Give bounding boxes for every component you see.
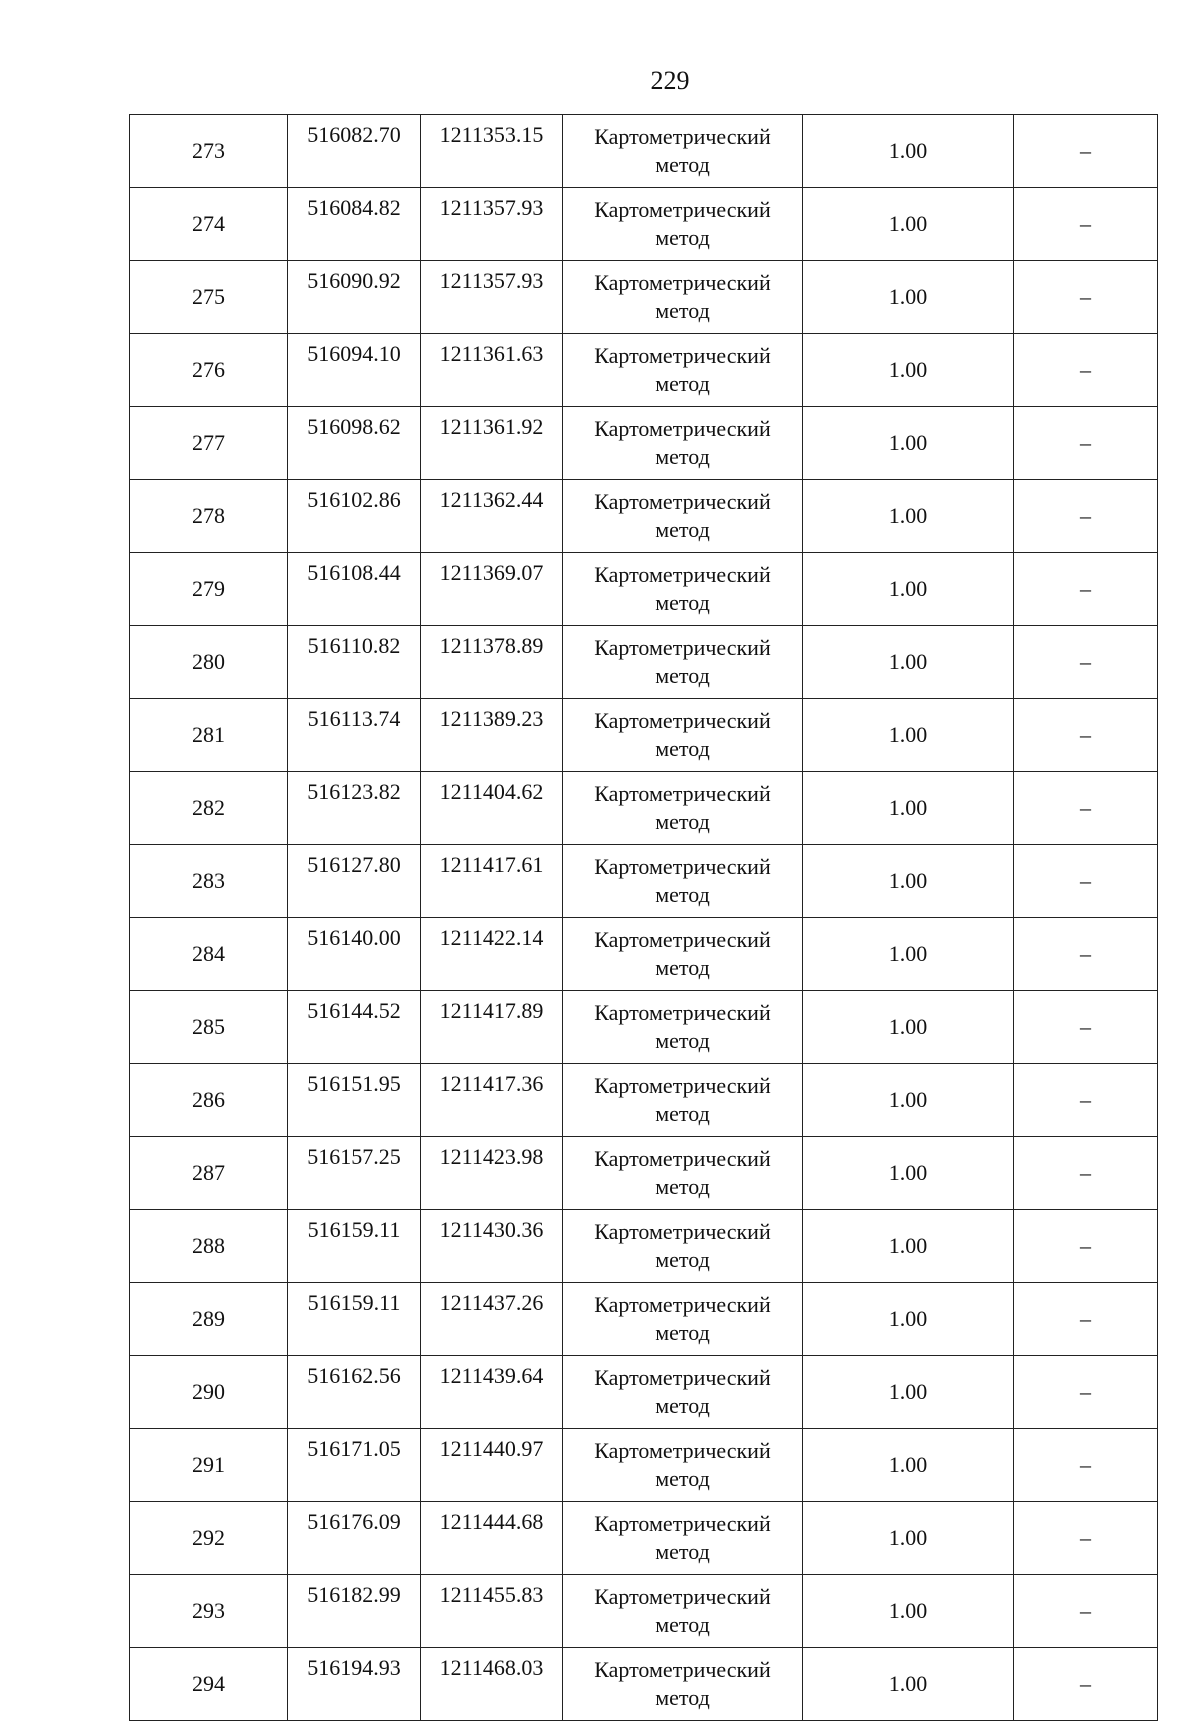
y-coordinate-cell: 1211444.68 xyxy=(421,1502,563,1575)
method-line-1: Картометрический xyxy=(594,1219,771,1244)
x-coordinate-cell: 516176.09 xyxy=(288,1502,421,1575)
table-row xyxy=(130,1064,1158,1137)
y-coordinate-cell: 1211389.23 xyxy=(421,699,563,772)
method-line-2: метод xyxy=(655,1466,710,1491)
table-row xyxy=(130,845,1158,918)
method-line-2: метод xyxy=(655,590,710,615)
method-line-1: Картометрический xyxy=(594,635,771,660)
x-coordinate-cell: 516162.56 xyxy=(288,1356,421,1429)
table-row xyxy=(130,1283,1158,1356)
method-cell xyxy=(563,699,803,772)
note-cell: – xyxy=(1014,188,1158,261)
x-coordinate-cell: 516113.74 xyxy=(288,699,421,772)
y-coordinate-cell: 1211430.36 xyxy=(421,1210,563,1283)
y-coordinate-cell: 1211362.44 xyxy=(421,480,563,553)
x-coordinate-cell: 516082.70 xyxy=(288,115,421,188)
y-coordinate-cell: 1211422.14 xyxy=(421,918,563,991)
accuracy-cell: 1.00 xyxy=(803,1648,1014,1721)
note-cell: – xyxy=(1014,918,1158,991)
table-row xyxy=(130,918,1158,991)
accuracy-cell: 1.00 xyxy=(803,845,1014,918)
method-line-2: метод xyxy=(655,1612,710,1637)
accuracy-cell: 1.00 xyxy=(803,772,1014,845)
method-line-2: метод xyxy=(655,1393,710,1418)
table-row xyxy=(130,1356,1158,1429)
x-coordinate-cell: 516182.99 xyxy=(288,1575,421,1648)
table-row xyxy=(130,1575,1158,1648)
method-line-1: Картометрический xyxy=(594,1292,771,1317)
table-row xyxy=(130,626,1158,699)
table-row xyxy=(130,407,1158,480)
point-number-cell: 282 xyxy=(130,772,288,845)
note-cell: – xyxy=(1014,1283,1158,1356)
note-cell: – xyxy=(1014,626,1158,699)
point-number-cell: 286 xyxy=(130,1064,288,1137)
method-line-2: метод xyxy=(655,444,710,469)
point-number-cell: 290 xyxy=(130,1356,288,1429)
method-cell xyxy=(563,1648,803,1721)
x-coordinate-cell: 516151.95 xyxy=(288,1064,421,1137)
y-coordinate-cell: 1211369.07 xyxy=(421,553,563,626)
method-line-2: метод xyxy=(655,517,710,542)
method-cell xyxy=(563,918,803,991)
method-cell xyxy=(563,407,803,480)
method-cell xyxy=(563,1210,803,1283)
method-cell xyxy=(563,1575,803,1648)
x-coordinate-cell: 516110.82 xyxy=(288,626,421,699)
method-line-2: метод xyxy=(655,882,710,907)
y-coordinate-cell: 1211357.93 xyxy=(421,188,563,261)
point-number-cell: 275 xyxy=(130,261,288,334)
method-cell xyxy=(563,188,803,261)
table-row xyxy=(130,188,1158,261)
note-cell: – xyxy=(1014,1429,1158,1502)
y-coordinate-cell: 1211417.36 xyxy=(421,1064,563,1137)
method-line-1: Картометрический xyxy=(594,1000,771,1025)
method-line-2: метод xyxy=(655,809,710,834)
method-line-2: метод xyxy=(655,1320,710,1345)
note-cell: – xyxy=(1014,1137,1158,1210)
x-coordinate-cell: 516090.92 xyxy=(288,261,421,334)
accuracy-cell: 1.00 xyxy=(803,188,1014,261)
accuracy-cell: 1.00 xyxy=(803,1283,1014,1356)
table-row xyxy=(130,115,1158,188)
accuracy-cell: 1.00 xyxy=(803,553,1014,626)
table-row xyxy=(130,480,1158,553)
x-coordinate-cell: 516084.82 xyxy=(288,188,421,261)
method-cell xyxy=(563,991,803,1064)
method-line-1: Картометрический xyxy=(594,1584,771,1609)
x-coordinate-cell: 516194.93 xyxy=(288,1648,421,1721)
y-coordinate-cell: 1211357.93 xyxy=(421,261,563,334)
x-coordinate-cell: 516159.11 xyxy=(288,1283,421,1356)
y-coordinate-cell: 1211404.62 xyxy=(421,772,563,845)
point-number-cell: 276 xyxy=(130,334,288,407)
note-cell: – xyxy=(1014,115,1158,188)
table-row xyxy=(130,1502,1158,1575)
accuracy-cell: 1.00 xyxy=(803,1356,1014,1429)
method-line-2: метод xyxy=(655,1539,710,1564)
method-line-2: метод xyxy=(655,152,710,177)
note-cell: – xyxy=(1014,553,1158,626)
method-cell xyxy=(563,626,803,699)
accuracy-cell: 1.00 xyxy=(803,1137,1014,1210)
accuracy-cell: 1.00 xyxy=(803,991,1014,1064)
note-cell: – xyxy=(1014,407,1158,480)
point-number-cell: 280 xyxy=(130,626,288,699)
x-coordinate-cell: 516144.52 xyxy=(288,991,421,1064)
method-line-1: Картометрический xyxy=(594,270,771,295)
method-line-1: Картометрический xyxy=(594,343,771,368)
point-number-cell: 283 xyxy=(130,845,288,918)
method-line-1: Картометрический xyxy=(594,124,771,149)
method-cell xyxy=(563,1429,803,1502)
table-row xyxy=(130,991,1158,1064)
note-cell: – xyxy=(1014,1356,1158,1429)
point-number-cell: 273 xyxy=(130,115,288,188)
x-coordinate-cell: 516140.00 xyxy=(288,918,421,991)
coordinates-table xyxy=(129,114,1158,1721)
method-line-2: метод xyxy=(655,1174,710,1199)
x-coordinate-cell: 516102.86 xyxy=(288,480,421,553)
method-cell xyxy=(563,1137,803,1210)
method-line-2: метод xyxy=(655,225,710,250)
method-cell xyxy=(563,845,803,918)
x-coordinate-cell: 516098.62 xyxy=(288,407,421,480)
point-number-cell: 274 xyxy=(130,188,288,261)
point-number-cell: 292 xyxy=(130,1502,288,1575)
method-line-1: Картометрический xyxy=(594,927,771,952)
accuracy-cell: 1.00 xyxy=(803,1429,1014,1502)
table-row xyxy=(130,553,1158,626)
point-number-cell: 284 xyxy=(130,918,288,991)
table-row xyxy=(130,1429,1158,1502)
method-cell xyxy=(563,1064,803,1137)
method-cell xyxy=(563,1502,803,1575)
x-coordinate-cell: 516123.82 xyxy=(288,772,421,845)
y-coordinate-cell: 1211417.89 xyxy=(421,991,563,1064)
method-line-2: метод xyxy=(655,1101,710,1126)
y-coordinate-cell: 1211439.64 xyxy=(421,1356,563,1429)
method-cell xyxy=(563,261,803,334)
note-cell: – xyxy=(1014,845,1158,918)
table-row xyxy=(130,1210,1158,1283)
point-number-cell: 289 xyxy=(130,1283,288,1356)
method-cell xyxy=(563,1356,803,1429)
point-number-cell: 285 xyxy=(130,991,288,1064)
method-line-1: Картометрический xyxy=(594,1365,771,1390)
table-body xyxy=(130,115,1158,1721)
method-line-2: метод xyxy=(655,1247,710,1272)
method-line-1: Картометрический xyxy=(594,1438,771,1463)
y-coordinate-cell: 1211353.15 xyxy=(421,115,563,188)
table-row xyxy=(130,334,1158,407)
accuracy-cell: 1.00 xyxy=(803,407,1014,480)
method-line-1: Картометрический xyxy=(594,854,771,879)
accuracy-cell: 1.00 xyxy=(803,1575,1014,1648)
point-number-cell: 293 xyxy=(130,1575,288,1648)
point-number-cell: 277 xyxy=(130,407,288,480)
y-coordinate-cell: 1211468.03 xyxy=(421,1648,563,1721)
x-coordinate-cell: 516108.44 xyxy=(288,553,421,626)
y-coordinate-cell: 1211417.61 xyxy=(421,845,563,918)
x-coordinate-cell: 516127.80 xyxy=(288,845,421,918)
method-cell xyxy=(563,115,803,188)
accuracy-cell: 1.00 xyxy=(803,1502,1014,1575)
method-line-1: Картометрический xyxy=(594,708,771,733)
accuracy-cell: 1.00 xyxy=(803,626,1014,699)
page-number: 229 xyxy=(650,66,690,95)
method-line-2: метод xyxy=(655,371,710,396)
method-line-2: метод xyxy=(655,663,710,688)
point-number-cell: 281 xyxy=(130,699,288,772)
point-number-cell: 288 xyxy=(130,1210,288,1283)
note-cell: – xyxy=(1014,772,1158,845)
point-number-cell: 279 xyxy=(130,553,288,626)
note-cell: – xyxy=(1014,261,1158,334)
method-line-1: Картометрический xyxy=(594,489,771,514)
method-cell xyxy=(563,480,803,553)
method-line-1: Картометрический xyxy=(594,416,771,441)
method-line-1: Картометрический xyxy=(594,197,771,222)
method-line-2: метод xyxy=(655,1685,710,1710)
table-row xyxy=(130,699,1158,772)
x-coordinate-cell: 516094.10 xyxy=(288,334,421,407)
method-line-2: метод xyxy=(655,955,710,980)
accuracy-cell: 1.00 xyxy=(803,115,1014,188)
note-cell: – xyxy=(1014,1502,1158,1575)
accuracy-cell: 1.00 xyxy=(803,261,1014,334)
method-line-1: Картометрический xyxy=(594,1146,771,1171)
point-number-cell: 287 xyxy=(130,1137,288,1210)
method-line-2: метод xyxy=(655,298,710,323)
table-row xyxy=(130,1137,1158,1210)
method-line-1: Картометрический xyxy=(594,562,771,587)
y-coordinate-cell: 1211437.26 xyxy=(421,1283,563,1356)
note-cell: – xyxy=(1014,1210,1158,1283)
table-row xyxy=(130,1648,1158,1721)
note-cell: – xyxy=(1014,1064,1158,1137)
method-line-2: метод xyxy=(655,736,710,761)
point-number-cell: 278 xyxy=(130,480,288,553)
y-coordinate-cell: 1211440.97 xyxy=(421,1429,563,1502)
method-cell xyxy=(563,1283,803,1356)
method-cell xyxy=(563,772,803,845)
accuracy-cell: 1.00 xyxy=(803,334,1014,407)
method-line-1: Картометрический xyxy=(594,1657,771,1682)
table-row xyxy=(130,261,1158,334)
note-cell: – xyxy=(1014,1575,1158,1648)
x-coordinate-cell: 516157.25 xyxy=(288,1137,421,1210)
method-cell xyxy=(563,553,803,626)
accuracy-cell: 1.00 xyxy=(803,1210,1014,1283)
point-number-cell: 294 xyxy=(130,1648,288,1721)
note-cell: – xyxy=(1014,480,1158,553)
x-coordinate-cell: 516171.05 xyxy=(288,1429,421,1502)
accuracy-cell: 1.00 xyxy=(803,918,1014,991)
y-coordinate-cell: 1211361.92 xyxy=(421,407,563,480)
y-coordinate-cell: 1211455.83 xyxy=(421,1575,563,1648)
y-coordinate-cell: 1211423.98 xyxy=(421,1137,563,1210)
coordinates-table-wrapper xyxy=(129,114,1157,1721)
x-coordinate-cell: 516159.11 xyxy=(288,1210,421,1283)
method-line-1: Картометрический xyxy=(594,781,771,806)
table-row xyxy=(130,772,1158,845)
note-cell: – xyxy=(1014,334,1158,407)
method-line-1: Картометрический xyxy=(594,1073,771,1098)
note-cell: – xyxy=(1014,1648,1158,1721)
accuracy-cell: 1.00 xyxy=(803,480,1014,553)
y-coordinate-cell: 1211378.89 xyxy=(421,626,563,699)
y-coordinate-cell: 1211361.63 xyxy=(421,334,563,407)
accuracy-cell: 1.00 xyxy=(803,1064,1014,1137)
note-cell: – xyxy=(1014,699,1158,772)
point-number-cell: 291 xyxy=(130,1429,288,1502)
method-line-1: Картометрический xyxy=(594,1511,771,1536)
accuracy-cell: 1.00 xyxy=(803,699,1014,772)
note-cell: – xyxy=(1014,991,1158,1064)
method-line-2: метод xyxy=(655,1028,710,1053)
method-cell xyxy=(563,334,803,407)
